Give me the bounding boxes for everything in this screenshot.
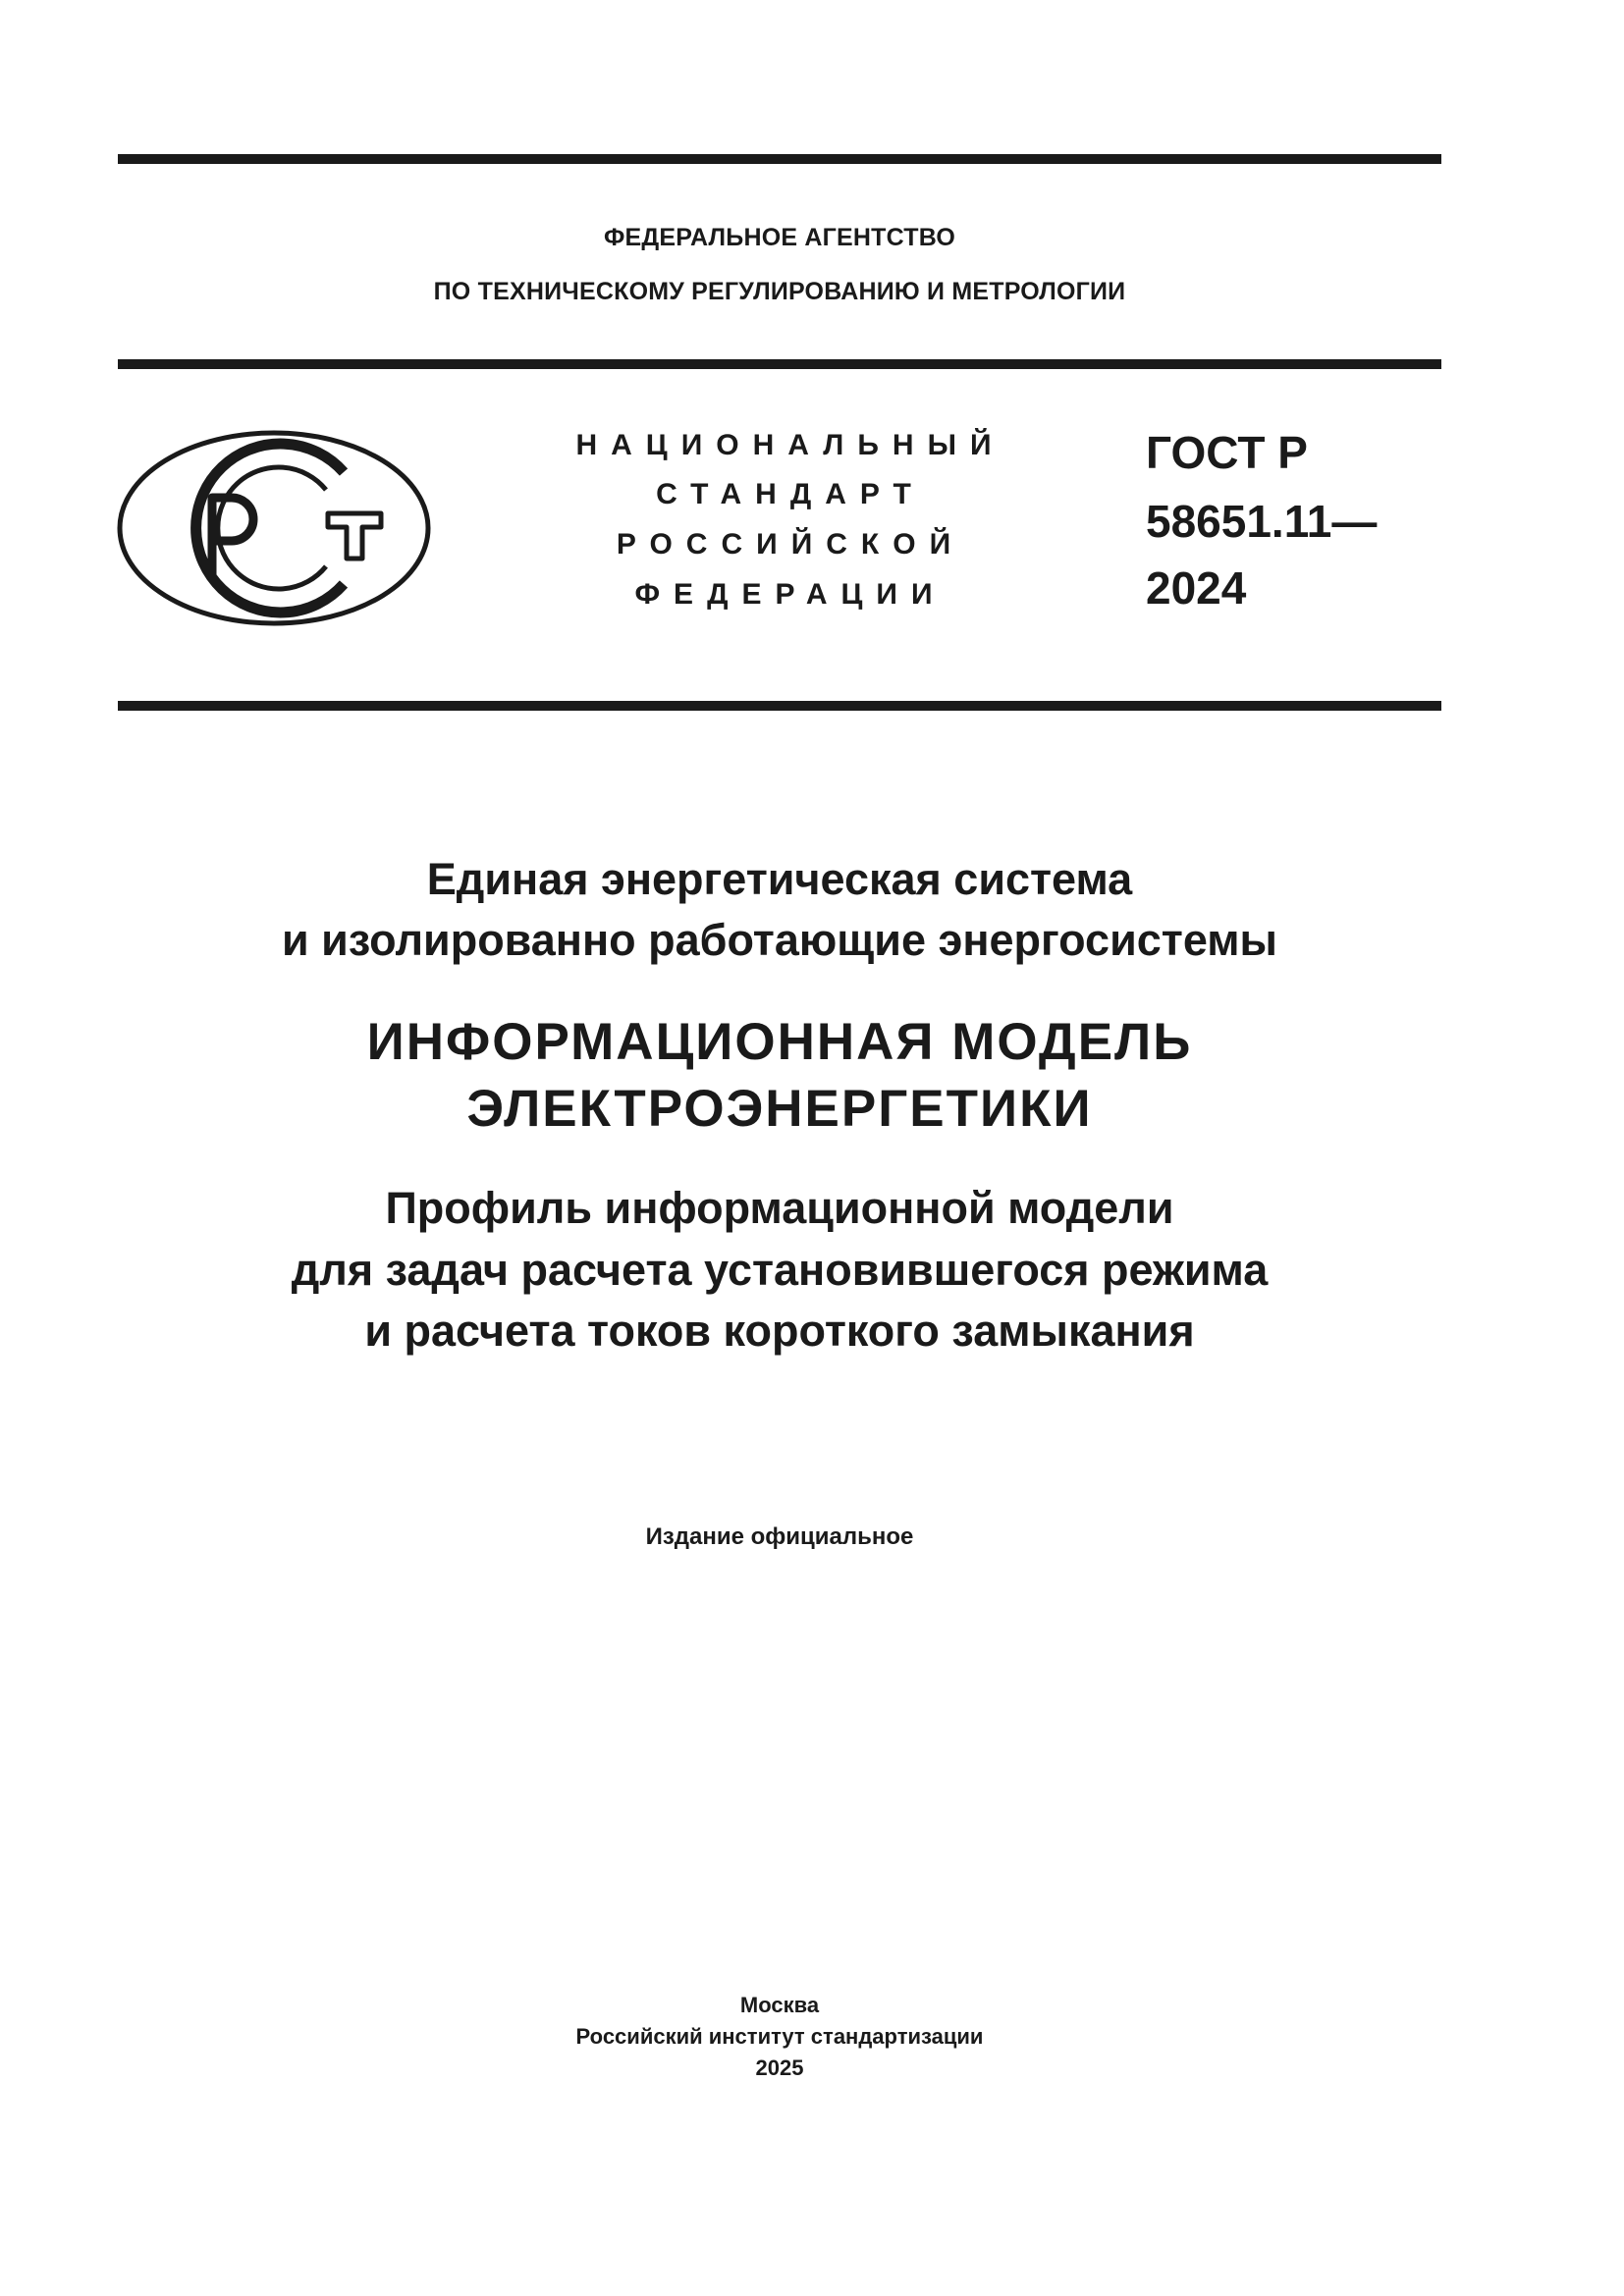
title-group-line-1: Единая энергетическая система — [426, 854, 1133, 904]
national-standard-line-4: ФЕДЕРАЦИИ — [634, 578, 947, 611]
national-standard-line-1: НАЦИОНАЛЬНЫЙ — [575, 429, 1005, 461]
edition-note: Издание официальное — [645, 1523, 914, 1550]
header-bottom-divider — [118, 701, 1441, 711]
top-divider — [118, 154, 1441, 164]
national-standard-line-2: СТАНДАРТ — [656, 478, 925, 510]
imprint-city: Москва — [739, 1993, 820, 2017]
header-divider — [118, 359, 1441, 369]
title-group-line-2: и изолированно работающие энергосистемы — [282, 915, 1277, 965]
title-main-line-1: ИНФОРМАЦИОННАЯ МОДЕЛЬ — [366, 1013, 1193, 1071]
national-standard-line-3: РОССИЙСКОЙ — [616, 528, 965, 561]
rst-certification-mark-icon — [116, 429, 432, 627]
standard-designation-number: 58651.11— — [1146, 496, 1378, 547]
title-part-line-2: для задач расчета установившегося режима — [291, 1245, 1269, 1295]
title-main-line-2: ЭЛЕКТРОЭНЕРГЕТИКИ — [466, 1080, 1093, 1138]
agency-name-line-1: ФЕДЕРАЛЬНОЕ АГЕНТСТВО — [604, 224, 955, 251]
standard-designation-prefix: ГОСТ Р — [1146, 427, 1308, 478]
imprint-year: 2025 — [755, 2056, 804, 2080]
imprint-publisher: Российский институт стандартизации — [575, 2024, 984, 2049]
agency-name-line-2: ПО ТЕХНИЧЕСКОМУ РЕГУЛИРОВАНИЮ И МЕТРОЛОГИИ — [433, 278, 1126, 305]
standard-designation-year: 2024 — [1146, 562, 1247, 614]
title-part-line-1: Профиль информационной модели — [385, 1183, 1174, 1233]
title-part-line-3: и расчета токов короткого замыкания — [364, 1306, 1195, 1356]
